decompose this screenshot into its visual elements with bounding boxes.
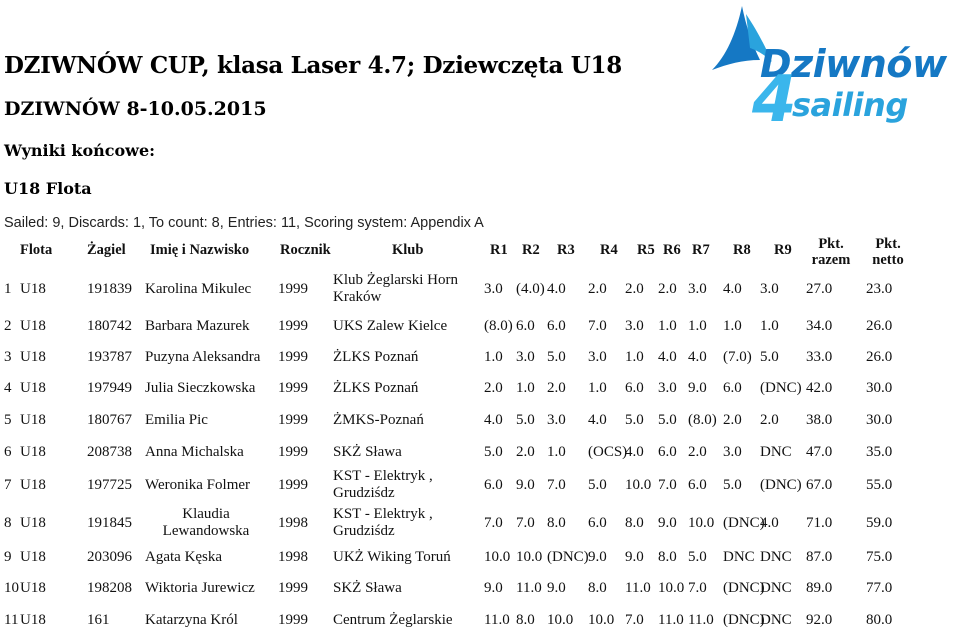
col-header-klub: Klub [392, 242, 424, 258]
cell-r9: DNC [760, 444, 792, 460]
cell-r6: 2.0 [658, 281, 677, 297]
cell-r2: 8.0 [516, 612, 535, 628]
table-row [0, 272, 960, 308]
cell-r8: (7.0) [723, 349, 752, 365]
cell-r9: DNC [760, 580, 792, 596]
col-header-r2: R2 [522, 242, 540, 258]
cell-pos: 2 [4, 318, 12, 334]
cell-zagiel: 203096 [87, 549, 132, 565]
cell-razem: 38.0 [806, 412, 833, 428]
cell-pos: 11 [4, 612, 19, 628]
cell-r6: 5.0 [658, 412, 677, 428]
cell-r1: 5.0 [484, 444, 503, 460]
cell-rocznik: 1999 [278, 612, 308, 628]
cell-rocznik: 1999 [278, 318, 308, 334]
cell-klub: KST - Elektryk , Grudziśdz [333, 468, 433, 501]
col-header-zagiel: Żagiel [87, 242, 126, 258]
col-header-r8: R8 [733, 242, 751, 258]
cell-r8: 6.0 [723, 380, 742, 396]
cell-klub: Klub Żeglarski Horn Kraków [333, 272, 458, 305]
cell-r3: 1.0 [547, 444, 566, 460]
cell-rocznik: 1999 [278, 444, 308, 460]
cell-r2: 9.0 [516, 477, 535, 493]
cell-r9: 4.0 [760, 515, 779, 531]
cell-flota: U18 [20, 318, 46, 334]
cell-netto: 55.0 [866, 477, 893, 493]
cell-r3: 8.0 [547, 515, 566, 531]
cell-r8: 5.0 [723, 477, 742, 493]
cell-r6: 11.0 [658, 612, 684, 628]
cell-pos: 4 [4, 380, 12, 396]
cell-r3: 9.0 [547, 580, 566, 596]
col-header-rocznik: Rocznik [280, 242, 331, 258]
cell-r8: DNC [723, 549, 755, 565]
cell-rocznik: 1999 [278, 477, 308, 493]
cell-imie: Anna Michalska [145, 444, 244, 460]
cell-r1: 4.0 [484, 412, 503, 428]
cell-r6: 8.0 [658, 549, 677, 565]
cell-r4: 3.0 [588, 349, 607, 365]
logo-word-dziwnow: Dziwnów [760, 42, 947, 86]
cell-r7: 11.0 [688, 612, 714, 628]
cell-klub: ŻLKS Poznań [333, 349, 419, 365]
cell-r9: 1.0 [760, 318, 779, 334]
cell-flota: U18 [20, 281, 46, 297]
cell-imie: Klaudia Lewandowska [162, 506, 250, 539]
cell-r1: 1.0 [484, 349, 503, 365]
cell-r3: 2.0 [547, 380, 566, 396]
cell-r5: 8.0 [625, 515, 644, 531]
cell-pos: 9 [4, 549, 12, 565]
cell-r7: 5.0 [688, 549, 707, 565]
cell-r4: (OCS) [588, 444, 628, 460]
page-title: DZIWNÓW CUP, klasa Laser 4.7; Dziewczęta U18 [4, 52, 622, 79]
cell-r6: 6.0 [658, 444, 677, 460]
cell-rocznik: 1998 [278, 515, 308, 531]
cell-r2: 11.0 [516, 580, 542, 596]
cell-zagiel: 198208 [87, 580, 132, 596]
col-header-flota: Flota [20, 242, 53, 258]
cell-r7: 2.0 [688, 444, 707, 460]
cell-r3: 6.0 [547, 318, 566, 334]
cell-netto: 30.0 [866, 412, 893, 428]
col-header-pkt-razem: Pkt. razem [811, 236, 851, 268]
cell-r7: 9.0 [688, 380, 707, 396]
cell-r4: 5.0 [588, 477, 607, 493]
cell-razem: 67.0 [806, 477, 833, 493]
cell-pos: 1 [4, 281, 12, 297]
cell-pos: 3 [4, 349, 12, 365]
cell-r3: 10.0 [547, 612, 574, 628]
cell-razem: 33.0 [806, 349, 833, 365]
cell-razem: 89.0 [806, 580, 833, 596]
cell-r3: 7.0 [547, 477, 566, 493]
cell-r5: 11.0 [625, 580, 651, 596]
cell-r1: 3.0 [484, 281, 503, 297]
table-row [0, 408, 960, 434]
cell-r2: 5.0 [516, 412, 535, 428]
table-row [0, 468, 960, 502]
cell-r5: 10.0 [625, 477, 652, 493]
cell-r4: 6.0 [588, 515, 607, 531]
cell-netto: 26.0 [866, 318, 893, 334]
cell-r9: (DNC) [760, 380, 802, 396]
cell-imie: Puzyna Aleksandra [145, 349, 261, 365]
cell-r2: 7.0 [516, 515, 535, 531]
cell-r8: 3.0 [723, 444, 742, 460]
cell-r6: 4.0 [658, 349, 677, 365]
cell-r6: 3.0 [658, 380, 677, 396]
cell-pos: 7 [4, 477, 12, 493]
cell-zagiel: 193787 [87, 349, 132, 365]
table-row [0, 440, 960, 466]
cell-flota: U18 [20, 444, 46, 460]
cell-r6: 10.0 [658, 580, 685, 596]
cell-rocznik: 1999 [278, 349, 308, 365]
cell-r2: 6.0 [516, 318, 535, 334]
cell-r4: 8.0 [588, 580, 607, 596]
logo-word-sailing: sailing [792, 86, 908, 124]
cell-imie: Emilia Pic [145, 412, 208, 428]
col-header-r5: R5 [637, 242, 655, 258]
cell-r8: (DNC) [723, 580, 765, 596]
cell-netto: 80.0 [866, 612, 893, 628]
cell-r2: (4.0) [516, 281, 545, 297]
cell-r7: (8.0) [688, 412, 717, 428]
col-header-imie: Imię i Nazwisko [150, 242, 250, 258]
cell-r9: (DNC) [760, 477, 802, 493]
cell-r8: 4.0 [723, 281, 742, 297]
cell-netto: 26.0 [866, 349, 893, 365]
cell-r1: 10.0 [484, 549, 511, 565]
cell-r8: 1.0 [723, 318, 742, 334]
cell-r2: 1.0 [516, 380, 535, 396]
cell-klub: ŻLKS Poznań [333, 380, 419, 396]
cell-pos: 10 [4, 580, 19, 596]
col-header-r9: R9 [774, 242, 792, 258]
col-header-pkt-netto: Pkt. netto [872, 236, 904, 268]
cell-r1: 6.0 [484, 477, 503, 493]
cell-netto: 30.0 [866, 380, 893, 396]
results-heading: Wyniki końcowe: [4, 141, 156, 160]
cell-flota: U18 [20, 412, 46, 428]
cell-r5: 2.0 [625, 281, 644, 297]
cell-klub: SKŻ Sława [333, 444, 402, 460]
cell-r5: 1.0 [625, 349, 644, 365]
cell-flota: U18 [20, 477, 46, 493]
cell-netto: 23.0 [866, 281, 893, 297]
cell-flota: U18 [20, 580, 46, 596]
cell-zagiel: 191839 [87, 281, 132, 297]
cell-flota: U18 [20, 612, 46, 628]
cell-r1: 2.0 [484, 380, 503, 396]
cell-zagiel: 191845 [87, 515, 132, 531]
col-header-r7: R7 [692, 242, 710, 258]
cell-r1: (8.0) [484, 318, 513, 334]
cell-r8: (DNC) [723, 612, 765, 628]
cell-r9: 2.0 [760, 412, 779, 428]
cell-imie: Katarzyna Król [145, 612, 238, 628]
table-row [0, 506, 960, 540]
cell-zagiel: 197949 [87, 380, 132, 396]
table-row [0, 576, 960, 602]
cell-razem: 92.0 [806, 612, 833, 628]
cell-rocznik: 1999 [278, 580, 308, 596]
cell-flota: U18 [20, 549, 46, 565]
cell-imie: Karolina Mikulec [145, 281, 252, 297]
cell-netto: 75.0 [866, 549, 893, 565]
cell-imie: Barbara Mazurek [145, 318, 250, 334]
cell-netto: 35.0 [866, 444, 893, 460]
cell-pos: 5 [4, 412, 12, 428]
fleet-heading: U18 Flota [4, 179, 92, 198]
cell-razem: 47.0 [806, 444, 833, 460]
event-dates: DZIWNÓW 8-10.05.2015 [4, 98, 267, 120]
cell-klub: Centrum Żeglarskie [333, 612, 453, 628]
cell-r3: (DNC) [547, 549, 589, 565]
cell-netto: 59.0 [866, 515, 893, 531]
cell-r7: 4.0 [688, 349, 707, 365]
cell-r1: 7.0 [484, 515, 503, 531]
cell-r7: 10.0 [688, 515, 715, 531]
table-row [0, 314, 960, 340]
cell-netto: 77.0 [866, 580, 893, 596]
cell-r2: 10.0 [516, 549, 543, 565]
cell-zagiel: 161 [87, 612, 110, 628]
cell-klub: SKŻ Sława [333, 580, 402, 596]
cell-razem: 87.0 [806, 549, 833, 565]
cell-r5: 3.0 [625, 318, 644, 334]
cell-r1: 11.0 [484, 612, 510, 628]
results-table-header [0, 236, 960, 274]
cell-imie: Agata Kęska [145, 549, 223, 565]
table-row [0, 345, 960, 371]
cell-r6: 7.0 [658, 477, 677, 493]
cell-r8: 2.0 [723, 412, 742, 428]
cell-r7: 6.0 [688, 477, 707, 493]
cell-rocznik: 1999 [278, 380, 308, 396]
cell-r4: 10.0 [588, 612, 615, 628]
cell-r5: 4.0 [625, 444, 644, 460]
cell-klub: ŻMKS-Poznań [333, 412, 424, 428]
cell-rocznik: 1999 [278, 412, 308, 428]
cell-r2: 2.0 [516, 444, 535, 460]
col-header-r1: R1 [490, 242, 508, 258]
cell-imie: Julia Sieczkowska [145, 380, 256, 396]
cell-klub: KST - Elektryk , Grudziśdz [333, 506, 433, 539]
cell-zagiel: 208738 [87, 444, 132, 460]
cell-rocznik: 1998 [278, 549, 308, 565]
logo-digit-four: 4 [752, 63, 797, 137]
cell-r8: (DNC) [723, 515, 765, 531]
cell-r3: 4.0 [547, 281, 566, 297]
cell-rocznik: 1999 [278, 281, 308, 297]
cell-r6: 1.0 [658, 318, 677, 334]
cell-r9: 3.0 [760, 281, 779, 297]
cell-r3: 5.0 [547, 349, 566, 365]
cell-razem: 42.0 [806, 380, 833, 396]
cell-r5: 7.0 [625, 612, 644, 628]
cell-r9: 5.0 [760, 349, 779, 365]
cell-r4: 1.0 [588, 380, 607, 396]
col-header-r6: R6 [663, 242, 681, 258]
cell-klub: UKŻ Wiking Toruń [333, 549, 451, 565]
cell-imie: Weronika Folmer [145, 477, 251, 493]
col-header-r3: R3 [557, 242, 575, 258]
cell-r4: 2.0 [588, 281, 607, 297]
cell-flota: U18 [20, 515, 46, 531]
table-row [0, 608, 960, 634]
cell-zagiel: 180742 [87, 318, 132, 334]
cell-klub: UKS Zalew Kielce [333, 318, 448, 334]
col-header-r4: R4 [600, 242, 618, 258]
cell-r9: DNC [760, 612, 792, 628]
cell-zagiel: 197725 [87, 477, 132, 493]
scoring-summary: Sailed: 9, Discards: 1, To count: 8, Entries: 11, Scoring system: Appendix A [4, 215, 484, 231]
cell-pos: 8 [4, 515, 12, 531]
cell-razem: 71.0 [806, 515, 833, 531]
cell-r5: 9.0 [625, 549, 644, 565]
cell-flota: U18 [20, 349, 46, 365]
cell-r4: 4.0 [588, 412, 607, 428]
cell-r9: DNC [760, 549, 792, 565]
cell-razem: 34.0 [806, 318, 833, 334]
cell-r4: 7.0 [588, 318, 607, 334]
cell-razem: 27.0 [806, 281, 833, 297]
cell-pos: 6 [4, 444, 12, 460]
cell-r2: 3.0 [516, 349, 535, 365]
cell-imie: Wiktoria Jurewicz [145, 580, 255, 596]
table-row [0, 376, 960, 402]
cell-r6: 9.0 [658, 515, 677, 531]
cell-r4: 9.0 [588, 549, 607, 565]
cell-r5: 5.0 [625, 412, 644, 428]
cell-zagiel: 180767 [87, 412, 132, 428]
cell-r3: 3.0 [547, 412, 566, 428]
cell-r7: 3.0 [688, 281, 707, 297]
cell-r7: 7.0 [688, 580, 707, 596]
table-row [0, 545, 960, 571]
cell-r1: 9.0 [484, 580, 503, 596]
cell-flota: U18 [20, 380, 46, 396]
cell-r7: 1.0 [688, 318, 707, 334]
cell-r5: 6.0 [625, 380, 644, 396]
dziwnow-4sailing-logo [706, 4, 956, 142]
